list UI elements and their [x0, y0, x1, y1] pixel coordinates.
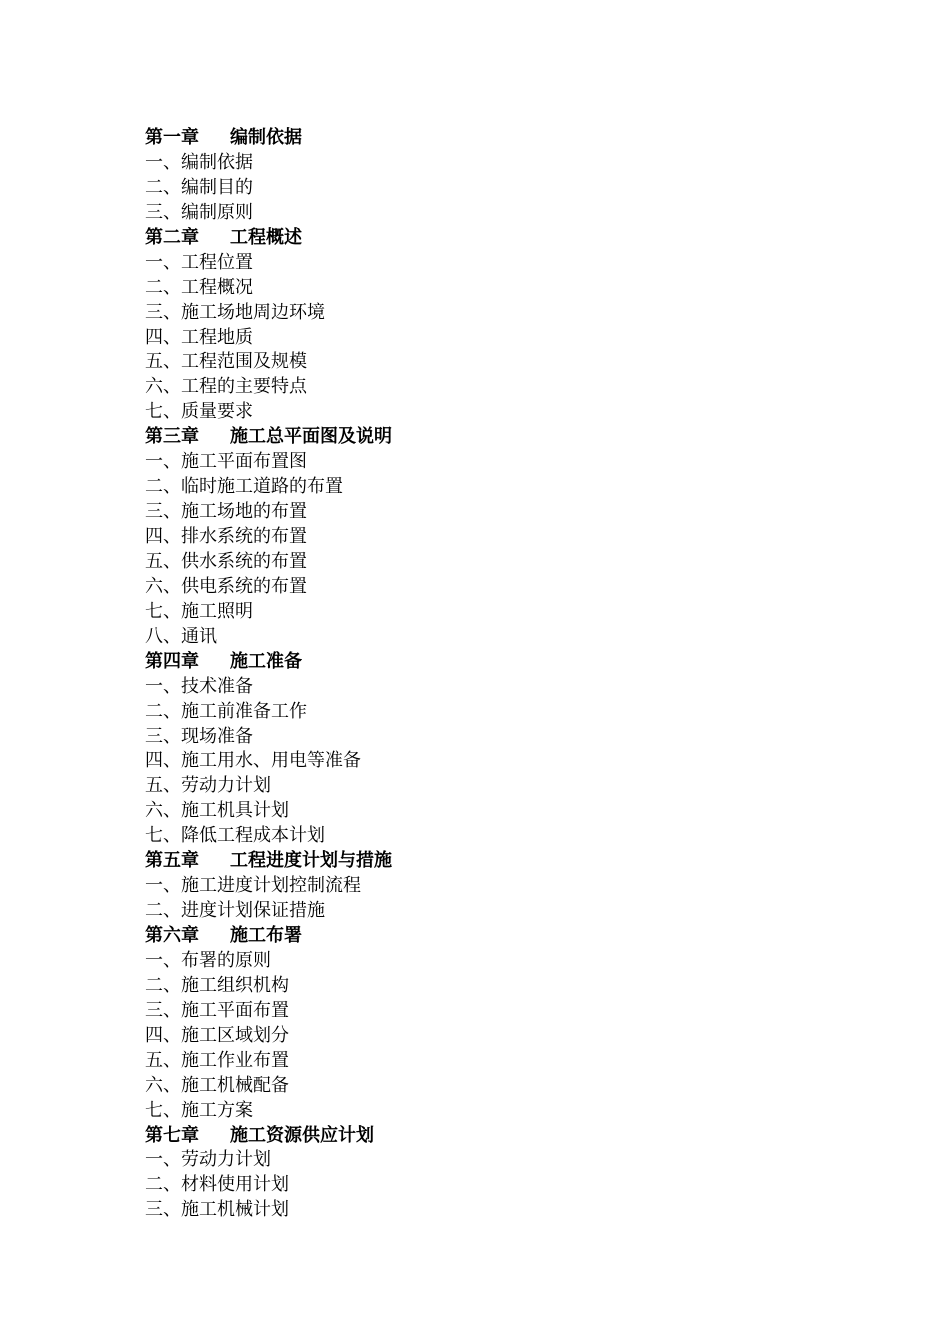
chapter-heading	[145, 126, 845, 151]
chapter-title: 施工资源供应计划	[230, 1124, 374, 1146]
chapter-number: 第七章	[145, 1124, 199, 1146]
section-item: 一、工程位置	[145, 251, 253, 273]
section-item: 一、施工进度计划控制流程	[145, 875, 361, 897]
section-item: 三、施工平面布置	[145, 999, 289, 1021]
section-item: 三、现场准备	[145, 725, 253, 747]
section-item: 四、工程地质	[145, 326, 253, 348]
section-item: 四、排水系统的布置	[145, 526, 307, 547]
section-item: 七、施工照明	[145, 600, 253, 622]
section-item: 五、供水系统的布置	[145, 550, 307, 572]
section-item: 二、工程概况	[145, 276, 253, 298]
section-item: 一、劳动力计划	[145, 1149, 271, 1171]
chapter-title: 工程概述	[230, 226, 302, 248]
chapter-heading	[145, 650, 845, 675]
section-item: 一、施工平面布置图	[145, 451, 307, 473]
section-item: 四、施工用水、用电等准备	[145, 750, 361, 772]
section-item: 三、施工场地的布置	[145, 501, 307, 523]
section-item: 一、布署的原则	[145, 949, 271, 971]
section-item: 六、供电系统的布置	[145, 575, 307, 597]
section-item: 四、施工区域划分	[145, 1024, 289, 1046]
chapter-number: 第五章	[145, 850, 199, 872]
section-item: 一、技术准备	[145, 675, 253, 697]
section-item: 二、进度计划保证措施	[145, 900, 325, 922]
section-item: 三、编制原则	[145, 201, 253, 223]
section-item: 二、施工组织机构	[145, 974, 289, 996]
chapter-heading	[145, 849, 845, 874]
section-item: 二、编制目的	[145, 176, 253, 198]
section-item: 五、工程范围及规模	[145, 351, 307, 373]
section-item: 六、施工机具计划	[145, 800, 289, 822]
section-item: 八、通讯	[145, 625, 217, 647]
section-item: 三、施工机械计划	[145, 1199, 289, 1221]
section-item: 一、编制依据	[145, 151, 253, 173]
chapter-heading	[145, 425, 845, 450]
section-item: 五、施工作业布置	[145, 1049, 289, 1071]
chapter-number: 第二章	[145, 226, 199, 248]
section-item: 三、施工场地周边环境	[145, 301, 325, 323]
chapter-heading	[145, 1124, 845, 1149]
section-item: 二、材料使用计划	[145, 1174, 289, 1196]
section-item: 二、临时施工道路的布置	[145, 476, 343, 498]
chapter-number: 第一章	[145, 127, 199, 148]
section-item: 五、劳动力计划	[145, 775, 271, 797]
section-item: 二、施工前准备工作	[145, 700, 307, 722]
section-item: 六、施工机械配备	[145, 1074, 289, 1096]
chapter-heading	[145, 226, 845, 251]
chapter-title: 施工准备	[230, 650, 302, 672]
chapter-heading	[145, 924, 845, 949]
section-item: 七、质量要求	[145, 401, 253, 423]
section-item: 七、降低工程成本计划	[145, 825, 325, 847]
chapter-title: 施工布署	[230, 925, 302, 946]
chapter-title: 施工总平面图及说明	[230, 426, 392, 448]
chapter-title: 编制依据	[230, 127, 302, 148]
chapter-number: 第三章	[145, 426, 199, 448]
section-item: 七、施工方案	[145, 1099, 253, 1121]
section-item: 六、工程的主要特点	[145, 376, 307, 398]
chapter-number: 第四章	[145, 650, 199, 672]
chapter-title: 工程进度计划与措施	[230, 850, 392, 872]
chapter-number: 第六章	[145, 925, 199, 946]
table-of-contents	[145, 126, 845, 1223]
